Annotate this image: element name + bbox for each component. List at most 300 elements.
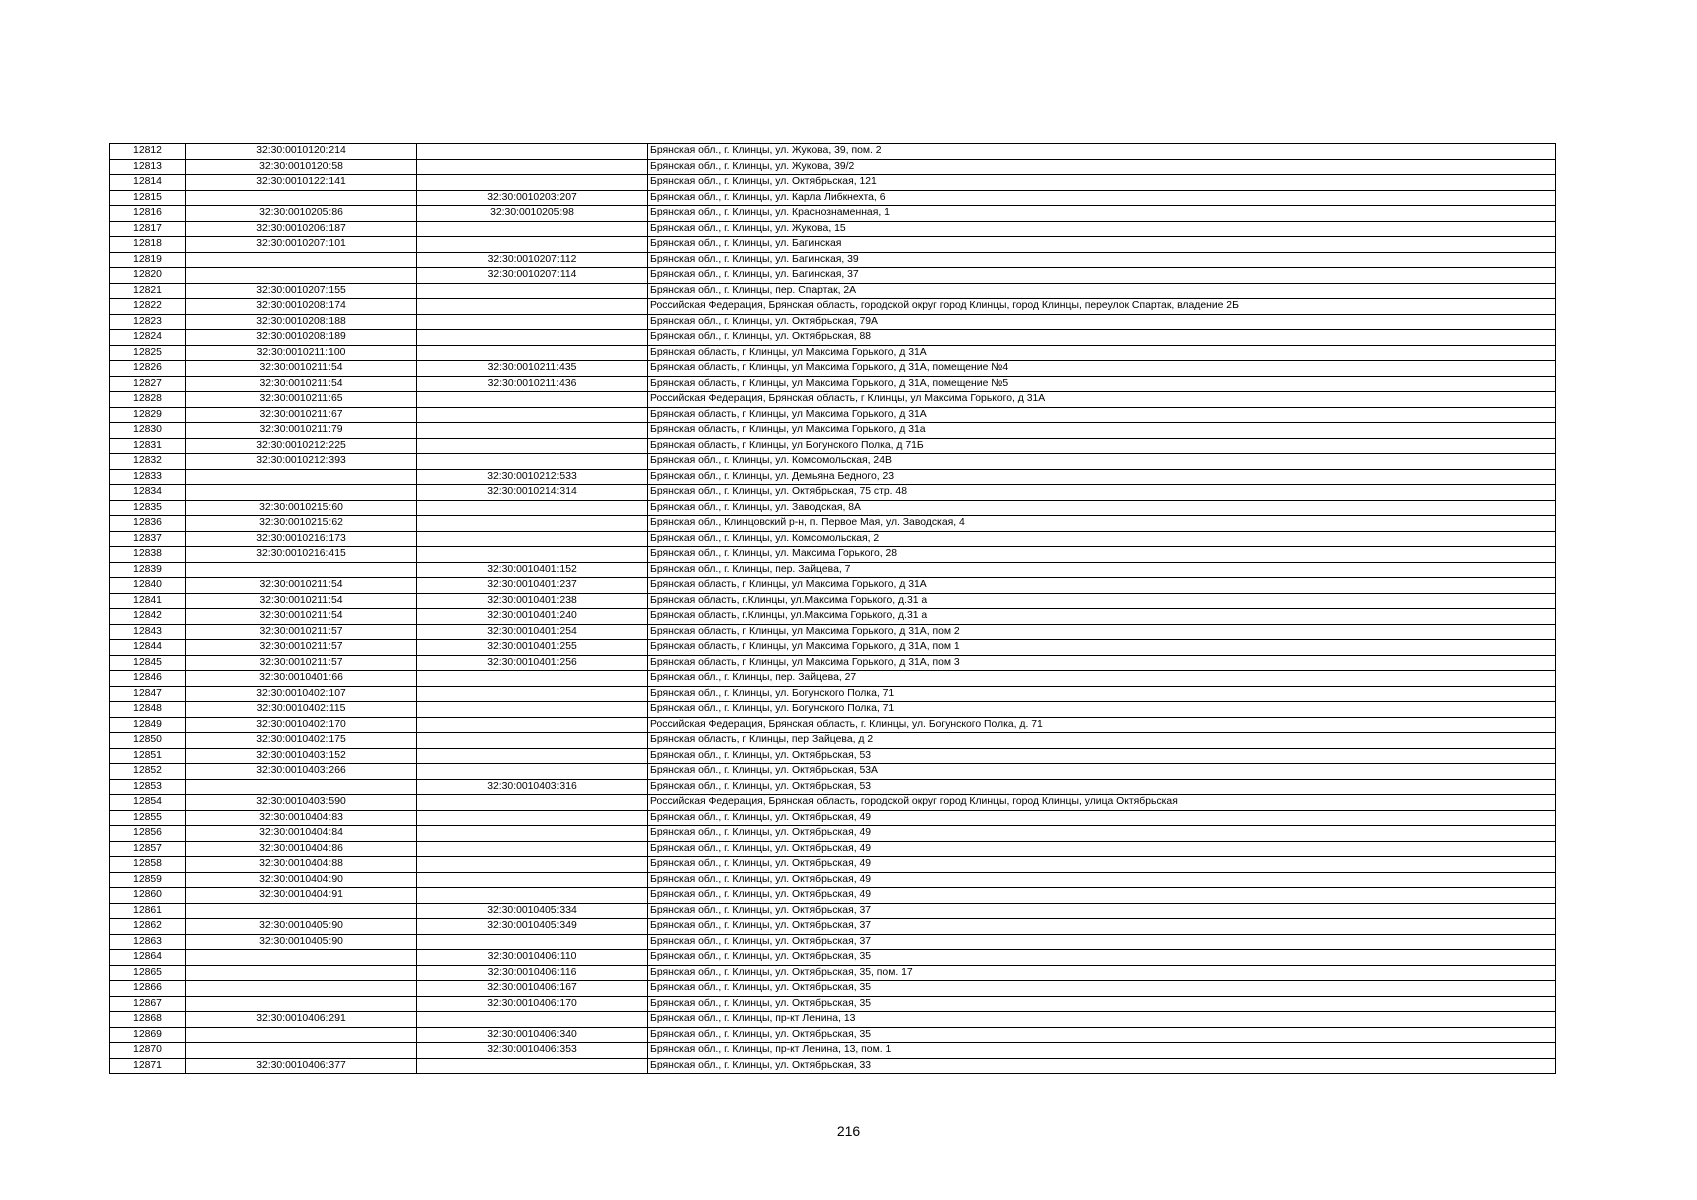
- table-row: [110, 702, 1556, 718]
- table-row: [110, 237, 1556, 253]
- address-cell: Брянская обл., г. Клинцы, ул. Октябрьская, 49: [648, 826, 1556, 842]
- registry-table: [109, 143, 1556, 1074]
- row-number-cell: 12842: [110, 609, 186, 625]
- table-row: [110, 655, 1556, 671]
- cadastral-number-cell: 32:30:0010206:187: [186, 221, 417, 237]
- row-number-cell: 12833: [110, 469, 186, 485]
- row-number-cell: 12854: [110, 795, 186, 811]
- cadastral-number-cell: [186, 981, 417, 997]
- cadastral-number-cell: 32:30:0010212:393: [186, 454, 417, 470]
- address-cell: Брянская область, г Клинцы, ул Максима Горького, д 31а: [648, 423, 1556, 439]
- object-cadastral-number-cell: 32:30:0010403:316: [417, 779, 648, 795]
- table-row: [110, 609, 1556, 625]
- object-cadastral-number-cell: 32:30:0010214:314: [417, 485, 648, 501]
- address-cell: Брянская обл., г. Клинцы, пер. Зайцева, 27: [648, 671, 1556, 687]
- cadastral-number-cell: 32:30:0010215:60: [186, 500, 417, 516]
- object-cadastral-number-cell: [417, 345, 648, 361]
- object-cadastral-number-cell: 32:30:0010211:436: [417, 376, 648, 392]
- cadastral-number-cell: 32:30:0010405:90: [186, 934, 417, 950]
- object-cadastral-number-cell: 32:30:0010405:334: [417, 903, 648, 919]
- cadastral-number-cell: 32:30:0010211:57: [186, 655, 417, 671]
- cadastral-number-cell: 32:30:0010211:100: [186, 345, 417, 361]
- row-number-cell: 12813: [110, 159, 186, 175]
- object-cadastral-number-cell: [417, 516, 648, 532]
- row-number-cell: 12845: [110, 655, 186, 671]
- object-cadastral-number-cell: 32:30:0010212:533: [417, 469, 648, 485]
- object-cadastral-number-cell: [417, 438, 648, 454]
- table-row: [110, 547, 1556, 563]
- address-cell: Брянская обл., г. Клинцы, ул. Жукова, 15: [648, 221, 1556, 237]
- address-cell: Брянская обл., г. Клинцы, ул. Жукова, 39, пом. 2: [648, 144, 1556, 160]
- table-row: [110, 314, 1556, 330]
- cadastral-number-cell: [186, 1043, 417, 1059]
- row-number-cell: 12815: [110, 190, 186, 206]
- row-number-cell: 12821: [110, 283, 186, 299]
- cadastral-number-cell: [186, 950, 417, 966]
- address-cell: Брянская обл., г. Клинцы, ул. Октябрьская, 49: [648, 888, 1556, 904]
- table-row: [110, 175, 1556, 191]
- cadastral-number-cell: 32:30:0010402:107: [186, 686, 417, 702]
- cadastral-number-cell: 32:30:0010207:155: [186, 283, 417, 299]
- row-number-cell: 12855: [110, 810, 186, 826]
- row-number-cell: 12849: [110, 717, 186, 733]
- object-cadastral-number-cell: 32:30:0010207:112: [417, 252, 648, 268]
- row-number-cell: 12838: [110, 547, 186, 563]
- cadastral-number-cell: 32:30:0010404:88: [186, 857, 417, 873]
- row-number-cell: 12825: [110, 345, 186, 361]
- cadastral-number-cell: 32:30:0010403:266: [186, 764, 417, 780]
- address-cell: Брянская обл., г. Клинцы, ул. Октябрьская, 53А: [648, 764, 1556, 780]
- row-number-cell: 12832: [110, 454, 186, 470]
- table-row: [110, 299, 1556, 315]
- table-row: [110, 903, 1556, 919]
- address-cell: Брянская область, г Клинцы, ул Максима Горького, д 31А: [648, 407, 1556, 423]
- cadastral-number-cell: 32:30:0010211:54: [186, 593, 417, 609]
- cadastral-number-cell: 32:30:0010208:188: [186, 314, 417, 330]
- address-cell: Брянская область, г Клинцы, ул Максима Горького, д 31А, пом 3: [648, 655, 1556, 671]
- table-row: [110, 376, 1556, 392]
- table-row: [110, 562, 1556, 578]
- address-cell: Брянская обл., г. Клинцы, ул. Октябрьская, 49: [648, 810, 1556, 826]
- row-number-cell: 12830: [110, 423, 186, 439]
- address-cell: Брянская обл., г. Клинцы, ул. Комсомольская, 24В: [648, 454, 1556, 470]
- address-cell: Брянская обл., г. Клинцы, ул. Заводская, 8А: [648, 500, 1556, 516]
- table-row: [110, 826, 1556, 842]
- object-cadastral-number-cell: 32:30:0010406:110: [417, 950, 648, 966]
- row-number-cell: 12870: [110, 1043, 186, 1059]
- table-row: [110, 934, 1556, 950]
- cadastral-number-cell: 32:30:0010211:54: [186, 376, 417, 392]
- table-row: [110, 252, 1556, 268]
- address-cell: Российская Федерация, Брянская область, г Клинцы, ул Максима Горького, д 31А: [648, 392, 1556, 408]
- row-number-cell: 12812: [110, 144, 186, 160]
- row-number-cell: 12817: [110, 221, 186, 237]
- address-cell: Брянская обл., г. Клинцы, ул. Октябрьская, 33: [648, 1058, 1556, 1074]
- row-number-cell: 12819: [110, 252, 186, 268]
- row-number-cell: 12866: [110, 981, 186, 997]
- table-row: [110, 407, 1556, 423]
- table-row: [110, 872, 1556, 888]
- object-cadastral-number-cell: 32:30:0010406:353: [417, 1043, 648, 1059]
- table-row: [110, 206, 1556, 222]
- address-cell: Брянская область, г Клинцы, ул Максима Горького, д 31А, помещение №5: [648, 376, 1556, 392]
- table-row: [110, 810, 1556, 826]
- object-cadastral-number-cell: [417, 330, 648, 346]
- object-cadastral-number-cell: [417, 826, 648, 842]
- row-number-cell: 12827: [110, 376, 186, 392]
- table-row: [110, 578, 1556, 594]
- table-row: [110, 779, 1556, 795]
- object-cadastral-number-cell: [417, 159, 648, 175]
- table-row: [110, 361, 1556, 377]
- object-cadastral-number-cell: [417, 531, 648, 547]
- cadastral-number-cell: [186, 903, 417, 919]
- row-number-cell: 12843: [110, 624, 186, 640]
- address-cell: Брянская обл., г. Клинцы, пр-кт Ленина, 13, пом. 1: [648, 1043, 1556, 1059]
- address-cell: Брянская область, г.Клинцы, ул.Максима Горького, д.31 а: [648, 593, 1556, 609]
- cadastral-number-cell: 32:30:0010404:90: [186, 872, 417, 888]
- object-cadastral-number-cell: [417, 500, 648, 516]
- row-number-cell: 12824: [110, 330, 186, 346]
- row-number-cell: 12858: [110, 857, 186, 873]
- object-cadastral-number-cell: [417, 888, 648, 904]
- object-cadastral-number-cell: [417, 857, 648, 873]
- address-cell: Российская Федерация, Брянская область, г. Клинцы, ул. Богунского Полка, д. 71: [648, 717, 1556, 733]
- object-cadastral-number-cell: 32:30:0010401:254: [417, 624, 648, 640]
- address-cell: Брянская обл., г. Клинцы, пр-кт Ленина, 13: [648, 1012, 1556, 1028]
- address-cell: Брянская обл., г. Клинцы, ул. Октябрьская, 121: [648, 175, 1556, 191]
- table-row: [110, 159, 1556, 175]
- object-cadastral-number-cell: [417, 686, 648, 702]
- row-number-cell: 12818: [110, 237, 186, 253]
- object-cadastral-number-cell: [417, 144, 648, 160]
- object-cadastral-number-cell: [417, 717, 648, 733]
- table-row: [110, 624, 1556, 640]
- object-cadastral-number-cell: [417, 671, 648, 687]
- object-cadastral-number-cell: [417, 547, 648, 563]
- row-number-cell: 12847: [110, 686, 186, 702]
- address-cell: Брянская область, г Клинцы, пер Зайцева, д 2: [648, 733, 1556, 749]
- address-cell: Брянская обл., г. Клинцы, ул. Октябрьская, 49: [648, 841, 1556, 857]
- row-number-cell: 12826: [110, 361, 186, 377]
- table-row: [110, 841, 1556, 857]
- object-cadastral-number-cell: [417, 702, 648, 718]
- object-cadastral-number-cell: 32:30:0010406:340: [417, 1027, 648, 1043]
- cadastral-number-cell: [186, 190, 417, 206]
- object-cadastral-number-cell: [417, 175, 648, 191]
- cadastral-number-cell: 32:30:0010120:58: [186, 159, 417, 175]
- address-cell: Брянская обл., г. Клинцы, ул. Багинская, 37: [648, 268, 1556, 284]
- address-cell: Брянская обл., г. Клинцы, пер. Зайцева, 7: [648, 562, 1556, 578]
- table-row: [110, 996, 1556, 1012]
- object-cadastral-number-cell: [417, 764, 648, 780]
- address-cell: Брянская область, г Клинцы, ул Максима Горького, д 31А: [648, 578, 1556, 594]
- row-number-cell: 12831: [110, 438, 186, 454]
- row-number-cell: 12841: [110, 593, 186, 609]
- object-cadastral-number-cell: 32:30:0010405:349: [417, 919, 648, 935]
- address-cell: Брянская обл., г. Клинцы, ул. Багинская: [648, 237, 1556, 253]
- object-cadastral-number-cell: [417, 407, 648, 423]
- table-row: [110, 392, 1556, 408]
- object-cadastral-number-cell: [417, 934, 648, 950]
- object-cadastral-number-cell: 32:30:0010401:238: [417, 593, 648, 609]
- object-cadastral-number-cell: 32:30:0010207:114: [417, 268, 648, 284]
- cadastral-number-cell: 32:30:0010208:189: [186, 330, 417, 346]
- table-row: [110, 795, 1556, 811]
- address-cell: Брянская обл., г. Клинцы, ул. Октябрьская, 49: [648, 872, 1556, 888]
- address-cell: Брянская обл., г. Клинцы, ул. Багинская, 39: [648, 252, 1556, 268]
- row-number-cell: 12869: [110, 1027, 186, 1043]
- table-row: [110, 345, 1556, 361]
- table-row: [110, 190, 1556, 206]
- row-number-cell: 12814: [110, 175, 186, 191]
- row-number-cell: 12816: [110, 206, 186, 222]
- row-number-cell: 12867: [110, 996, 186, 1012]
- cadastral-number-cell: 32:30:0010211:57: [186, 640, 417, 656]
- cadastral-number-cell: 32:30:0010120:214: [186, 144, 417, 160]
- address-cell: Брянская обл., Клинцовский р-н, п. Первое Мая, ул. Заводская, 4: [648, 516, 1556, 532]
- table-row: [110, 1012, 1556, 1028]
- cadastral-number-cell: 32:30:0010211:79: [186, 423, 417, 439]
- row-number-cell: 12829: [110, 407, 186, 423]
- address-cell: Брянская обл., г. Клинцы, ул. Октябрьская, 75 стр. 48: [648, 485, 1556, 501]
- address-cell: Брянская обл., г. Клинцы, ул. Краснознаменная, 1: [648, 206, 1556, 222]
- cadastral-number-cell: 32:30:0010401:66: [186, 671, 417, 687]
- row-number-cell: 12822: [110, 299, 186, 315]
- cadastral-number-cell: [186, 268, 417, 284]
- table-row: [110, 423, 1556, 439]
- cadastral-number-cell: [186, 1027, 417, 1043]
- object-cadastral-number-cell: [417, 733, 648, 749]
- cadastral-number-cell: 32:30:0010207:101: [186, 237, 417, 253]
- table-row: [110, 500, 1556, 516]
- object-cadastral-number-cell: [417, 392, 648, 408]
- cadastral-number-cell: 32:30:0010211:54: [186, 578, 417, 594]
- table-row: [110, 671, 1556, 687]
- table-row: [110, 1043, 1556, 1059]
- row-number-cell: 12863: [110, 934, 186, 950]
- address-cell: Брянская обл., г. Клинцы, ул. Октябрьская, 35: [648, 950, 1556, 966]
- table-row: [110, 1027, 1556, 1043]
- cadastral-number-cell: 32:30:0010216:173: [186, 531, 417, 547]
- table-row: [110, 640, 1556, 656]
- address-cell: Брянская обл., г. Клинцы, ул. Октябрьская, 35: [648, 996, 1556, 1012]
- table-row: [110, 888, 1556, 904]
- cadastral-number-cell: [186, 996, 417, 1012]
- address-cell: Брянская обл., г. Клинцы, ул. Октябрьская, 88: [648, 330, 1556, 346]
- address-cell: Брянская обл., г. Клинцы, ул. Карла Либкнехта, 6: [648, 190, 1556, 206]
- object-cadastral-number-cell: 32:30:0010401:240: [417, 609, 648, 625]
- object-cadastral-number-cell: [417, 314, 648, 330]
- address-cell: Брянская обл., г. Клинцы, ул. Октябрьская, 37: [648, 934, 1556, 950]
- cadastral-number-cell: 32:30:0010211:54: [186, 609, 417, 625]
- cadastral-number-cell: [186, 965, 417, 981]
- row-number-cell: 12871: [110, 1058, 186, 1074]
- address-cell: Брянская область, г Клинцы, ул Максима Горького, д 31А: [648, 345, 1556, 361]
- object-cadastral-number-cell: [417, 748, 648, 764]
- object-cadastral-number-cell: [417, 221, 648, 237]
- row-number-cell: 12848: [110, 702, 186, 718]
- cadastral-number-cell: [186, 469, 417, 485]
- cadastral-number-cell: 32:30:0010402:170: [186, 717, 417, 733]
- cadastral-number-cell: 32:30:0010215:62: [186, 516, 417, 532]
- object-cadastral-number-cell: [417, 810, 648, 826]
- object-cadastral-number-cell: 32:30:0010401:152: [417, 562, 648, 578]
- cadastral-number-cell: 32:30:0010405:90: [186, 919, 417, 935]
- cadastral-number-cell: 32:30:0010404:84: [186, 826, 417, 842]
- object-cadastral-number-cell: [417, 299, 648, 315]
- cadastral-number-cell: [186, 779, 417, 795]
- address-cell: Брянская обл., г. Клинцы, ул. Богунского Полка, 71: [648, 686, 1556, 702]
- object-cadastral-number-cell: 32:30:0010406:116: [417, 965, 648, 981]
- registry-table-body: [110, 144, 1556, 1074]
- table-row: [110, 919, 1556, 935]
- row-number-cell: 12835: [110, 500, 186, 516]
- address-cell: Брянская обл., г. Клинцы, ул. Жукова, 39/2: [648, 159, 1556, 175]
- address-cell: Российская Федерация, Брянская область, городской округ город Клинцы, город Клинцы, улица Октябрьская: [648, 795, 1556, 811]
- table-row: [110, 764, 1556, 780]
- row-number-cell: 12834: [110, 485, 186, 501]
- object-cadastral-number-cell: [417, 1012, 648, 1028]
- table-row: [110, 981, 1556, 997]
- row-number-cell: 12864: [110, 950, 186, 966]
- table-row: [110, 950, 1556, 966]
- address-cell: Брянская обл., г. Клинцы, ул. Демьяна Бедного, 23: [648, 469, 1556, 485]
- row-number-cell: 12868: [110, 1012, 186, 1028]
- object-cadastral-number-cell: 32:30:0010211:435: [417, 361, 648, 377]
- object-cadastral-number-cell: 32:30:0010406:170: [417, 996, 648, 1012]
- table-row: [110, 268, 1556, 284]
- cadastral-number-cell: 32:30:0010402:175: [186, 733, 417, 749]
- object-cadastral-number-cell: [417, 454, 648, 470]
- row-number-cell: 12836: [110, 516, 186, 532]
- address-cell: Брянская обл., г. Клинцы, ул. Максима Горького, 28: [648, 547, 1556, 563]
- object-cadastral-number-cell: [417, 423, 648, 439]
- table-row: [110, 733, 1556, 749]
- table-row: [110, 686, 1556, 702]
- row-number-cell: 12853: [110, 779, 186, 795]
- cadastral-number-cell: 32:30:0010404:91: [186, 888, 417, 904]
- cadastral-number-cell: 32:30:0010402:115: [186, 702, 417, 718]
- address-cell: Брянская обл., г. Клинцы, ул. Октябрьская, 53: [648, 779, 1556, 795]
- table-row: [110, 1058, 1556, 1074]
- address-cell: Брянская обл., г. Клинцы, ул. Октябрьская, 37: [648, 919, 1556, 935]
- row-number-cell: 12850: [110, 733, 186, 749]
- row-number-cell: 12823: [110, 314, 186, 330]
- cadastral-number-cell: 32:30:0010211:57: [186, 624, 417, 640]
- cadastral-number-cell: 32:30:0010211:54: [186, 361, 417, 377]
- cadastral-number-cell: 32:30:0010404:83: [186, 810, 417, 826]
- object-cadastral-number-cell: 32:30:0010401:255: [417, 640, 648, 656]
- address-cell: Брянская обл., г. Клинцы, ул. Октябрьская, 37: [648, 903, 1556, 919]
- row-number-cell: 12844: [110, 640, 186, 656]
- row-number-cell: 12865: [110, 965, 186, 981]
- row-number-cell: 12860: [110, 888, 186, 904]
- table-row: [110, 283, 1556, 299]
- object-cadastral-number-cell: [417, 841, 648, 857]
- table-row: [110, 454, 1556, 470]
- table-row: [110, 717, 1556, 733]
- cadastral-number-cell: [186, 252, 417, 268]
- cadastral-number-cell: 32:30:0010212:225: [186, 438, 417, 454]
- object-cadastral-number-cell: 32:30:0010205:98: [417, 206, 648, 222]
- object-cadastral-number-cell: [417, 795, 648, 811]
- row-number-cell: 12859: [110, 872, 186, 888]
- table-row: [110, 438, 1556, 454]
- table-row: [110, 469, 1556, 485]
- object-cadastral-number-cell: [417, 872, 648, 888]
- cadastral-number-cell: 32:30:0010211:65: [186, 392, 417, 408]
- address-cell: Брянская обл., г. Клинцы, ул. Октябрьская, 35, пом. 17: [648, 965, 1556, 981]
- cadastral-number-cell: 32:30:0010122:141: [186, 175, 417, 191]
- cadastral-number-cell: 32:30:0010406:291: [186, 1012, 417, 1028]
- row-number-cell: 12857: [110, 841, 186, 857]
- row-number-cell: 12828: [110, 392, 186, 408]
- object-cadastral-number-cell: [417, 1058, 648, 1074]
- cadastral-number-cell: [186, 562, 417, 578]
- address-cell: Брянская обл., г. Клинцы, ул. Октябрьская, 79А: [648, 314, 1556, 330]
- cadastral-number-cell: 32:30:0010403:152: [186, 748, 417, 764]
- table-row: [110, 516, 1556, 532]
- row-number-cell: 12851: [110, 748, 186, 764]
- object-cadastral-number-cell: [417, 283, 648, 299]
- cadastral-number-cell: [186, 485, 417, 501]
- page-number: 216: [836, 1123, 861, 1139]
- row-number-cell: 12852: [110, 764, 186, 780]
- object-cadastral-number-cell: 32:30:0010406:167: [417, 981, 648, 997]
- table-row: [110, 144, 1556, 160]
- cadastral-number-cell: 32:30:0010403:590: [186, 795, 417, 811]
- row-number-cell: 12837: [110, 531, 186, 547]
- row-number-cell: 12820: [110, 268, 186, 284]
- table-row: [110, 221, 1556, 237]
- row-number-cell: 12862: [110, 919, 186, 935]
- table-row: [110, 965, 1556, 981]
- table-row: [110, 857, 1556, 873]
- address-cell: Брянская обл., г. Клинцы, ул. Комсомольская, 2: [648, 531, 1556, 547]
- object-cadastral-number-cell: 32:30:0010203:207: [417, 190, 648, 206]
- table-row: [110, 485, 1556, 501]
- object-cadastral-number-cell: [417, 237, 648, 253]
- object-cadastral-number-cell: 32:30:0010401:256: [417, 655, 648, 671]
- address-cell: Брянская область, г.Клинцы, ул.Максима Горького, д.31 а: [648, 609, 1556, 625]
- address-cell: Брянская обл., г. Клинцы, ул. Богунского Полка, 71: [648, 702, 1556, 718]
- row-number-cell: 12846: [110, 671, 186, 687]
- row-number-cell: 12861: [110, 903, 186, 919]
- address-cell: Российская Федерация, Брянская область, городской округ город Клинцы, город Клинцы, переулок Спартак, владение 2Б: [648, 299, 1556, 315]
- address-cell: Брянская обл., г. Клинцы, пер. Спартак, 2А: [648, 283, 1556, 299]
- cadastral-number-cell: 32:30:0010205:86: [186, 206, 417, 222]
- row-number-cell: 12839: [110, 562, 186, 578]
- cadastral-number-cell: 32:30:0010404:86: [186, 841, 417, 857]
- cadastral-number-cell: 32:30:0010406:377: [186, 1058, 417, 1074]
- address-cell: Брянская область, г Клинцы, ул Максима Горького, д 31А, помещение №4: [648, 361, 1556, 377]
- address-cell: Брянская обл., г. Клинцы, ул. Октябрьская, 35: [648, 1027, 1556, 1043]
- table-row: [110, 531, 1556, 547]
- address-cell: Брянская обл., г. Клинцы, ул. Октябрьская, 35: [648, 981, 1556, 997]
- address-cell: Брянская область, г Клинцы, ул Максима Горького, д 31А, пом 2: [648, 624, 1556, 640]
- address-cell: Брянская область, г Клинцы, ул Богунского Полка, д 71Б: [648, 438, 1556, 454]
- row-number-cell: 12840: [110, 578, 186, 594]
- row-number-cell: 12856: [110, 826, 186, 842]
- cadastral-number-cell: 32:30:0010211:67: [186, 407, 417, 423]
- cadastral-number-cell: 32:30:0010216:415: [186, 547, 417, 563]
- cadastral-number-cell: 32:30:0010208:174: [186, 299, 417, 315]
- address-cell: Брянская обл., г. Клинцы, ул. Октябрьская, 49: [648, 857, 1556, 873]
- object-cadastral-number-cell: 32:30:0010401:237: [417, 578, 648, 594]
- table-row: [110, 593, 1556, 609]
- table-row: [110, 330, 1556, 346]
